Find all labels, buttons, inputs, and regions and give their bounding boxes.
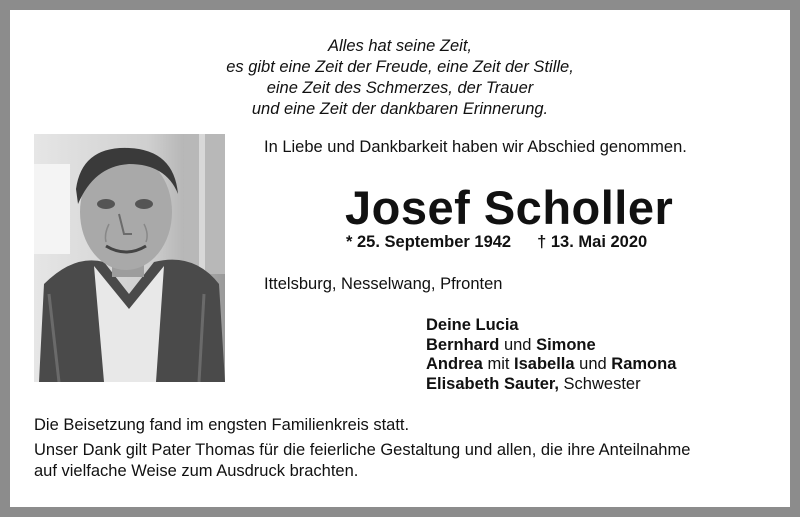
relation: Schwester [558,374,641,393]
poem-line: und eine Zeit der dankbaren Erinnerung. [251,100,549,118]
birth-date: * 25. September 1942 [346,233,512,251]
mourner-line [426,336,676,356]
obituary-card [10,10,790,507]
connector: und [499,335,537,354]
mourner-name: Simone [536,335,596,354]
deceased-name: Josef Scholler [345,181,674,234]
mourners-list [426,316,676,394]
mourner-name: Isabella [514,355,575,373]
places: Ittelsburg, Nesselwang, Pfronten [264,275,503,293]
connector: mit [482,355,515,373]
poem-line: eine Zeit des Schmerzes, der Trauer [266,79,534,97]
death-date: † 13. Mai 2020 [537,233,648,251]
mourner-name: Deine Lucia [426,316,519,334]
thanks-line: auf vielfache Weise zum Ausdruck brachten. [34,462,359,480]
poem [0,36,800,120]
thanks-line: Unser Dank gilt Pater Thomas für die feierliche Gestaltung und allen, die ihre Anteilnahme [34,441,691,459]
mourner-line [426,316,676,336]
life-dates [346,233,647,252]
farewell-intro: In Liebe und Dankbarkeit haben wir Abschied genommen. [264,138,687,156]
mourner-line [426,375,676,395]
mourner-name: Ramona [611,355,677,373]
mourner-name: Bernhard [426,335,500,354]
mourner-line [426,355,676,375]
portrait-photo [34,134,225,382]
mourner-name: Elisabeth Sauter, [426,374,559,393]
funeral-note: Die Beisetzung fand im engsten Familienkreis statt. [34,416,410,434]
connector: und [574,355,612,373]
closing-text [34,415,690,482]
poem-line: es gibt eine Zeit der Freude, eine Zeit der Stille, [226,58,574,76]
mourner-name: Andrea [426,355,483,373]
poem-line: Alles hat seine Zeit, [328,37,472,55]
